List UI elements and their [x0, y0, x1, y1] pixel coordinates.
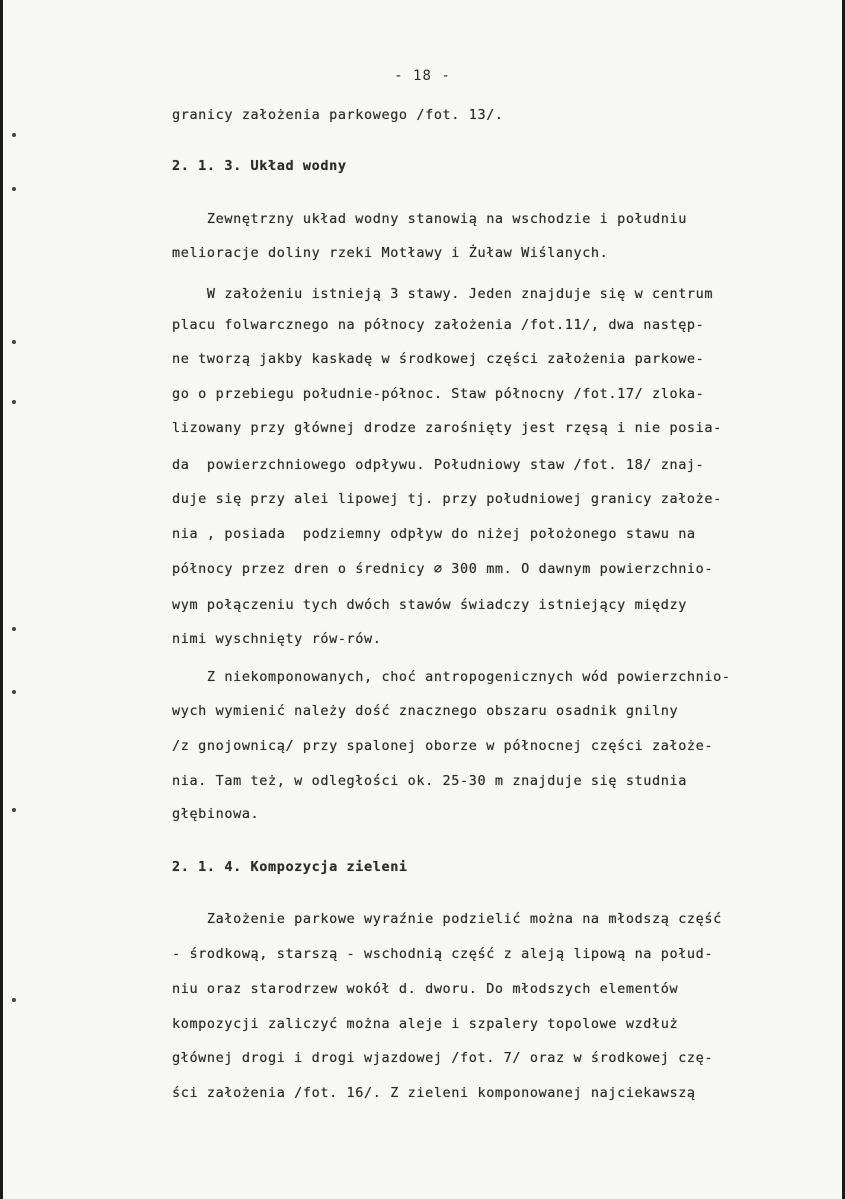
text-line: niu oraz starodrzew wokół d. dworu. Do młodszych elementów — [172, 981, 679, 997]
text-line: /z gnojownicą/ przy spalonej oborze w północnej części założe- — [172, 738, 714, 754]
text-line: głębinowa. — [172, 806, 260, 822]
text-line: Założenie parkowe wyraźnie podzielić można na młodszą część — [172, 911, 722, 927]
text-line: W założeniu istnieją 3 stawy. Jeden znajduje się w centrum — [172, 286, 714, 302]
text-line: - środkową, starszą - wschodnią część z aleją lipową na połud- — [172, 946, 714, 962]
text-line: da powierzchniowego odpływu. Południowy staw /fot. 18/ znaj- — [172, 457, 705, 473]
margin-mark — [12, 133, 16, 137]
text-line: kompozycji zaliczyć można aleje i szpalery topolowe wzdłuż — [172, 1016, 679, 1032]
text-line: północy przez dren o średnicy ∅ 300 mm. O dawnym powierzchnio- — [172, 561, 714, 577]
margin-mark — [12, 187, 16, 191]
text-line: Zewnętrzny układ wodny stanowią na wschodzie i południu — [172, 211, 687, 227]
text-line: placu folwarcznego na północy założenia /fot.11/, dwa następ- — [172, 317, 705, 333]
text-line: Z niekomponowanych, choć antropogenicznych wód powierzchnio- — [172, 669, 731, 685]
text-line: lizowany przy głównej drodze zarośnięty jest rzęsą i nie posia- — [172, 420, 722, 436]
text-line: melioracje doliny rzeki Motławy i Żuław Wiślanych. — [172, 245, 609, 261]
text-line: ne tworzą jakby kaskadę w środkowej części założenia parkowe- — [172, 351, 705, 367]
margin-mark — [12, 998, 16, 1002]
section-heading: 2. 1. 3. Układ wodny — [172, 158, 347, 174]
text-line: duje się przy alei lipowej tj. przy południowej granicy założe- — [172, 491, 722, 507]
text-line: wych wymienić należy dość znacznego obszaru osadnik gnilny — [172, 703, 679, 719]
text-line: nia. Tam też, w odległości ok. 25-30 m znajduje się studnia — [172, 773, 687, 789]
text-line: go o przebiegu południe-północ. Staw północny /fot.17/ zloka- — [172, 386, 705, 402]
text-line: granicy założenia parkowego /fot. 13/. — [172, 107, 504, 123]
text-line: ści założenia /fot. 16/. Z zieleni komponowanej najciekawszą — [172, 1085, 696, 1101]
text-line: głównej drogi i drogi wjazdowej /fot. 7/ oraz w środkowej czę- — [172, 1050, 714, 1066]
margin-mark — [12, 340, 16, 344]
section-heading: 2. 1. 4. Kompozycja zieleni — [172, 859, 408, 875]
margin-mark — [12, 400, 16, 404]
text-line: nimi wyschnięty rów-rów. — [172, 631, 382, 647]
text-line: wym połączeniu tych dwóch stawów świadczy istniejący między — [172, 597, 687, 613]
scan-edge-left — [0, 0, 3, 1199]
margin-mark — [12, 808, 16, 812]
text-line: nia , posiada podziemny odpływ do niżej położonego stawu na — [172, 526, 696, 542]
page-number: - 18 - — [394, 68, 451, 84]
margin-mark — [12, 627, 16, 631]
margin-mark — [12, 690, 16, 694]
